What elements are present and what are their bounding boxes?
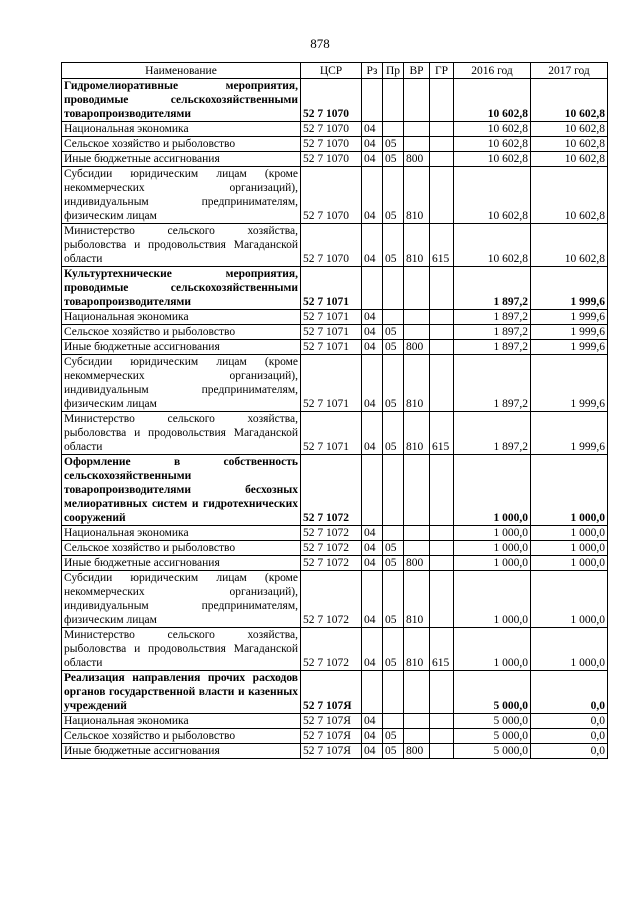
header-gr: ГР (430, 63, 454, 79)
cell-rz: 04 (362, 310, 383, 325)
cell-pr: 05 (383, 152, 404, 167)
cell-gr (430, 310, 454, 325)
cell-gr (430, 152, 454, 167)
cell-gr (430, 455, 454, 526)
cell-2017: 1 999,6 (531, 267, 608, 310)
table-row (62, 455, 608, 526)
cell-gr (430, 671, 454, 714)
table-row (62, 122, 608, 137)
cell-csr: 52 7 1071 (301, 325, 362, 340)
cell-2017: 1 999,6 (531, 340, 608, 355)
cell-gr (430, 267, 454, 310)
cell-vr (404, 714, 430, 729)
cell-vr (404, 267, 430, 310)
cell-pr: 05 (383, 355, 404, 412)
cell-csr: 52 7 1070 (301, 152, 362, 167)
table-row (62, 310, 608, 325)
cell-csr: 52 7 1070 (301, 137, 362, 152)
cell-gr (430, 526, 454, 541)
cell-vr (404, 137, 430, 152)
cell-2017: 10 602,8 (531, 167, 608, 224)
cell-rz: 04 (362, 729, 383, 744)
cell-csr: 52 7 1071 (301, 412, 362, 455)
cell-2016: 5 000,0 (454, 714, 531, 729)
cell-gr: 615 (430, 224, 454, 267)
cell-rz: 04 (362, 556, 383, 571)
cell-rz: 04 (362, 137, 383, 152)
cell-pr: 05 (383, 541, 404, 556)
cell-2017: 1 999,6 (531, 355, 608, 412)
table-row (62, 167, 608, 224)
cell-csr: 52 7 107Я (301, 744, 362, 759)
cell-pr: 05 (383, 571, 404, 628)
cell-2016: 1 000,0 (454, 571, 531, 628)
cell-vr: 810 (404, 167, 430, 224)
cell-2016: 1 897,2 (454, 267, 531, 310)
cell-2016: 10 602,8 (454, 122, 531, 137)
cell-2017: 10 602,8 (531, 152, 608, 167)
cell-name: Сельское хозяйство и рыболовство (62, 325, 301, 340)
cell-2016: 1 897,2 (454, 355, 531, 412)
table-row (62, 571, 608, 628)
cell-2017: 0,0 (531, 729, 608, 744)
cell-vr: 810 (404, 412, 430, 455)
cell-pr: 05 (383, 167, 404, 224)
cell-2016: 10 602,8 (454, 79, 531, 122)
cell-csr: 52 7 1071 (301, 355, 362, 412)
cell-gr: 615 (430, 412, 454, 455)
cell-2016: 5 000,0 (454, 671, 531, 714)
page-number: 878 (310, 36, 330, 51)
table-row (62, 267, 608, 310)
cell-rz: 04 (362, 167, 383, 224)
cell-name: Национальная экономика (62, 526, 301, 541)
cell-name: Оформление в собственность сельскохозяйственными товаропроизводителями бесхозных мелиоративных систем и гидротехнических сооружений (62, 455, 301, 526)
cell-name: Субсидии юридическим лицам (кроме некоммерческих организаций), индивидуальным предпринимателям, физическим лицам (62, 355, 301, 412)
cell-name: Министерство сельского хозяйства, рыболовства и продовольствия Магаданской области (62, 628, 301, 671)
cell-2016: 10 602,8 (454, 137, 531, 152)
cell-pr: 05 (383, 325, 404, 340)
cell-2016: 1 897,2 (454, 412, 531, 455)
table-row (62, 556, 608, 571)
cell-2017: 10 602,8 (531, 224, 608, 267)
cell-name: Сельское хозяйство и рыболовство (62, 541, 301, 556)
cell-rz: 04 (362, 224, 383, 267)
cell-vr (404, 310, 430, 325)
cell-rz: 04 (362, 355, 383, 412)
cell-2016: 10 602,8 (454, 152, 531, 167)
cell-rz: 04 (362, 152, 383, 167)
cell-name: Национальная экономика (62, 310, 301, 325)
cell-csr: 52 7 1072 (301, 541, 362, 556)
cell-2017: 1 999,6 (531, 325, 608, 340)
cell-csr: 52 7 1071 (301, 267, 362, 310)
table-row (62, 526, 608, 541)
cell-rz (362, 79, 383, 122)
cell-name: Национальная экономика (62, 714, 301, 729)
cell-name: Министерство сельского хозяйства, рыболовства и продовольствия Магаданской области (62, 412, 301, 455)
table-row (62, 714, 608, 729)
table-body (62, 79, 608, 759)
cell-pr: 05 (383, 224, 404, 267)
cell-csr: 52 7 1072 (301, 628, 362, 671)
cell-name: Гидромелиоративные мероприятия, проводимые сельскохозяйственными товаропроизводителями (62, 79, 301, 122)
cell-gr (430, 167, 454, 224)
table-row (62, 412, 608, 455)
cell-2017: 1 000,0 (531, 571, 608, 628)
cell-2017: 1 999,6 (531, 310, 608, 325)
cell-pr: 05 (383, 628, 404, 671)
cell-name: Иные бюджетные ассигнования (62, 152, 301, 167)
cell-rz (362, 671, 383, 714)
cell-name: Культуртехнические мероприятия, проводимые сельскохозяйственными товаропроизводителями (62, 267, 301, 310)
cell-pr: 05 (383, 412, 404, 455)
cell-gr (430, 325, 454, 340)
table-row (62, 79, 608, 122)
cell-2017: 1 000,0 (531, 556, 608, 571)
cell-2016: 1 897,2 (454, 310, 531, 325)
cell-2017: 1 000,0 (531, 455, 608, 526)
cell-rz (362, 267, 383, 310)
cell-name: Субсидии юридическим лицам (кроме некоммерческих организаций), индивидуальным предпринимателям, физическим лицам (62, 167, 301, 224)
cell-2017: 10 602,8 (531, 79, 608, 122)
cell-2017: 1 000,0 (531, 628, 608, 671)
cell-name: Иные бюджетные ассигнования (62, 744, 301, 759)
cell-rz: 04 (362, 714, 383, 729)
table-row (62, 628, 608, 671)
cell-2017: 10 602,8 (531, 137, 608, 152)
cell-gr (430, 744, 454, 759)
cell-csr: 52 7 1071 (301, 310, 362, 325)
cell-gr (430, 122, 454, 137)
cell-rz: 04 (362, 122, 383, 137)
cell-rz: 04 (362, 541, 383, 556)
cell-pr (383, 310, 404, 325)
header-2017: 2017 год (531, 63, 608, 79)
cell-csr: 52 7 1070 (301, 122, 362, 137)
cell-name: Реализация направления прочих расходов органов государственной власти и казенных учреждений (62, 671, 301, 714)
cell-2016: 1 000,0 (454, 556, 531, 571)
cell-vr: 800 (404, 744, 430, 759)
cell-pr: 05 (383, 729, 404, 744)
header-csr: ЦСР (301, 63, 362, 79)
cell-pr (383, 671, 404, 714)
cell-csr: 52 7 1072 (301, 455, 362, 526)
cell-pr (383, 455, 404, 526)
cell-2017: 1 000,0 (531, 541, 608, 556)
cell-name: Иные бюджетные ассигнования (62, 556, 301, 571)
cell-csr: 52 7 107Я (301, 729, 362, 744)
budget-table (61, 62, 608, 759)
cell-csr: 52 7 1070 (301, 224, 362, 267)
cell-pr: 05 (383, 137, 404, 152)
cell-csr: 52 7 1072 (301, 556, 362, 571)
cell-name: Субсидии юридическим лицам (кроме некоммерческих организаций), индивидуальным предпринимателям, физическим лицам (62, 571, 301, 628)
cell-gr (430, 355, 454, 412)
cell-rz: 04 (362, 412, 383, 455)
cell-2017: 1 999,6 (531, 412, 608, 455)
cell-gr (430, 79, 454, 122)
cell-vr: 810 (404, 224, 430, 267)
header-2016: 2016 год (454, 63, 531, 79)
cell-pr (383, 122, 404, 137)
table-row (62, 671, 608, 714)
cell-2017: 0,0 (531, 714, 608, 729)
table-row (62, 541, 608, 556)
cell-rz: 04 (362, 744, 383, 759)
table-row (62, 729, 608, 744)
cell-rz: 04 (362, 325, 383, 340)
cell-name: Сельское хозяйство и рыболовство (62, 729, 301, 744)
cell-vr (404, 79, 430, 122)
header-vr: ВР (404, 63, 430, 79)
cell-name: Сельское хозяйство и рыболовство (62, 137, 301, 152)
table-row (62, 137, 608, 152)
cell-vr: 810 (404, 571, 430, 628)
table-row (62, 224, 608, 267)
cell-csr: 52 7 107Я (301, 714, 362, 729)
cell-rz: 04 (362, 340, 383, 355)
table-row (62, 744, 608, 759)
cell-vr: 800 (404, 152, 430, 167)
cell-csr: 52 7 1072 (301, 526, 362, 541)
table-row (62, 340, 608, 355)
table-row (62, 325, 608, 340)
cell-gr (430, 714, 454, 729)
cell-rz: 04 (362, 526, 383, 541)
cell-name: Национальная экономика (62, 122, 301, 137)
cell-2016: 1 897,2 (454, 325, 531, 340)
cell-pr (383, 714, 404, 729)
cell-pr (383, 526, 404, 541)
table-row (62, 152, 608, 167)
cell-vr: 810 (404, 628, 430, 671)
cell-vr (404, 729, 430, 744)
cell-rz: 04 (362, 628, 383, 671)
cell-vr (404, 122, 430, 137)
header-pr: Пр (383, 63, 404, 79)
cell-pr: 05 (383, 556, 404, 571)
cell-gr (430, 729, 454, 744)
cell-vr (404, 455, 430, 526)
cell-gr (430, 340, 454, 355)
cell-csr: 52 7 1072 (301, 571, 362, 628)
cell-gr (430, 571, 454, 628)
header-rz: Рз (362, 63, 383, 79)
cell-csr: 52 7 1070 (301, 167, 362, 224)
cell-gr (430, 137, 454, 152)
table-header-row (62, 63, 608, 79)
cell-name: Иные бюджетные ассигнования (62, 340, 301, 355)
cell-2017: 0,0 (531, 671, 608, 714)
header-name: Наименование (62, 63, 301, 79)
cell-pr (383, 267, 404, 310)
cell-vr: 800 (404, 556, 430, 571)
cell-2016: 1 000,0 (454, 541, 531, 556)
cell-vr (404, 526, 430, 541)
cell-vr: 800 (404, 340, 430, 355)
table-row (62, 355, 608, 412)
cell-2016: 10 602,8 (454, 167, 531, 224)
cell-2016: 5 000,0 (454, 744, 531, 759)
cell-gr (430, 541, 454, 556)
cell-2016: 5 000,0 (454, 729, 531, 744)
cell-pr: 05 (383, 744, 404, 759)
cell-gr (430, 556, 454, 571)
cell-2016: 1 000,0 (454, 628, 531, 671)
cell-csr: 52 7 1071 (301, 340, 362, 355)
cell-2017: 0,0 (531, 744, 608, 759)
cell-name: Министерство сельского хозяйства, рыболовства и продовольствия Магаданской области (62, 224, 301, 267)
cell-2017: 10 602,8 (531, 122, 608, 137)
cell-rz: 04 (362, 571, 383, 628)
cell-vr (404, 671, 430, 714)
cell-2016: 1 000,0 (454, 526, 531, 541)
cell-gr: 615 (430, 628, 454, 671)
cell-csr: 52 7 1070 (301, 79, 362, 122)
cell-pr: 05 (383, 340, 404, 355)
cell-vr (404, 541, 430, 556)
cell-pr (383, 79, 404, 122)
cell-vr: 810 (404, 355, 430, 412)
cell-2016: 1 897,2 (454, 340, 531, 355)
cell-vr (404, 325, 430, 340)
cell-rz (362, 455, 383, 526)
cell-csr: 52 7 107Я (301, 671, 362, 714)
cell-2016: 1 000,0 (454, 455, 531, 526)
cell-2017: 1 000,0 (531, 526, 608, 541)
cell-2016: 10 602,8 (454, 224, 531, 267)
